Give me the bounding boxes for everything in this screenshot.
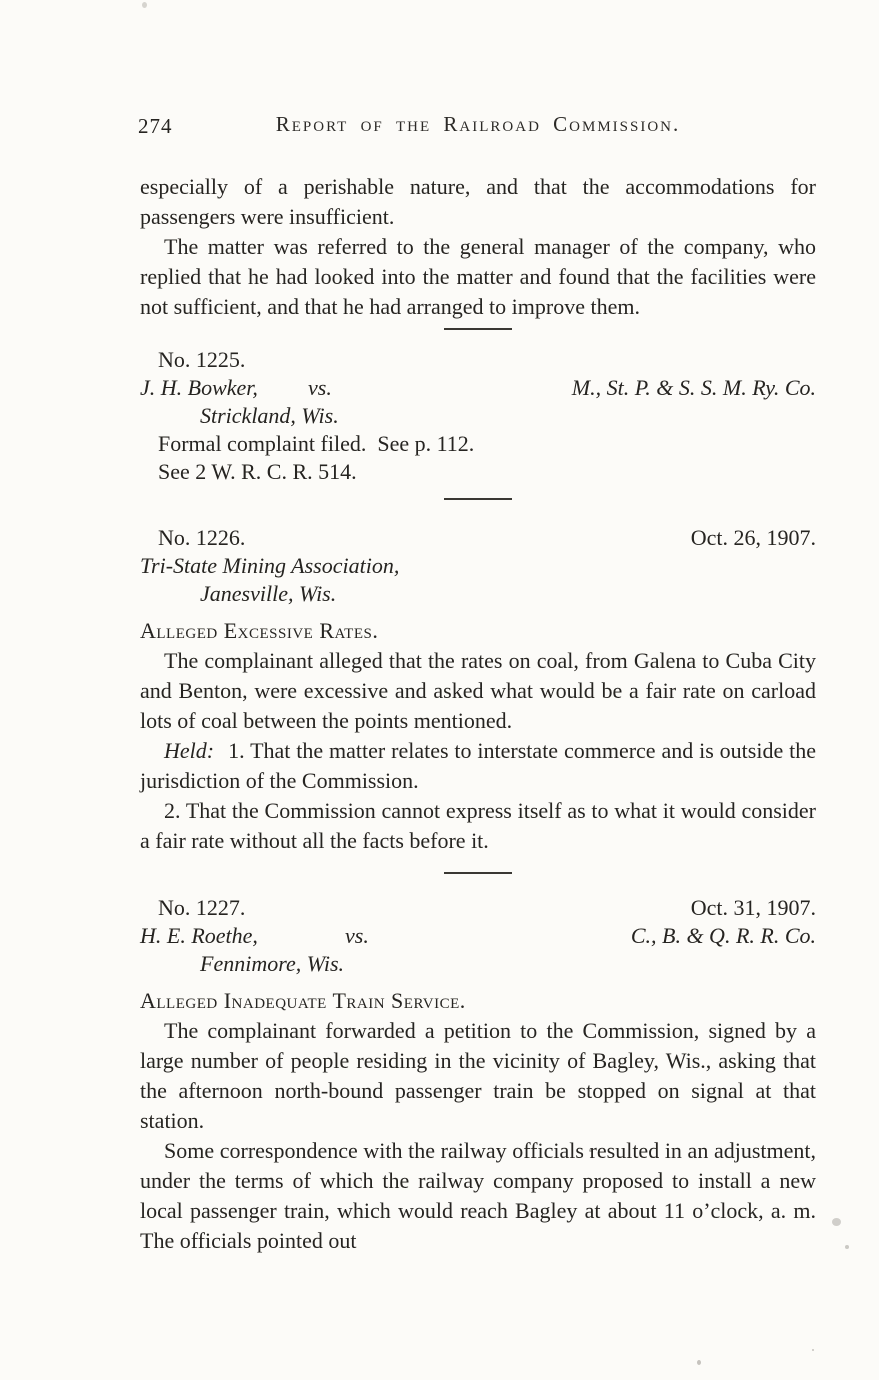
case-paragraph: The complainant forwarded a petition to the Commission, signed by a large number of people residing in the vicinity of Bagley, Wis., asking that the afternoon north-bound passenger train be stopped on signal at that station. [140,1018,816,1133]
case-number-row [140,894,816,922]
intro-section [140,172,816,322]
section-divider-rule [444,872,512,874]
case-number: No. 1226. [158,525,246,550]
respondent-name: C., B. & Q. R. R. Co. [630,923,816,948]
respondent-name: M., St. P. & S. S. M. Ry. Co. [571,375,816,400]
held-text: 1. That the matter relates to interstate commerce and is outside the jurisdiction of the Commission. [140,738,816,793]
case-heading: Alleged Excessive Rates. [140,618,379,643]
complainant-name: H. E. Roethe, [140,923,258,948]
running-title: Report of the Railroad Commission. [275,112,681,136]
case-date: Oct. 31, 1907. [690,895,816,920]
case-number: No. 1225. [158,347,246,372]
case-held-paragraph [140,736,816,796]
case-entry-1226 [140,524,816,856]
case-number-row [140,524,816,552]
vs-label: vs. [308,375,332,400]
case-caption-row [140,552,816,580]
case-number: No. 1227. [158,895,246,920]
case-note: Formal complaint filed. See p. 112. [158,431,475,456]
section-divider-rule [444,498,512,500]
complainant-location: Strickland, Wis. [200,403,339,428]
case-caption-row [140,374,816,402]
case-paragraph: Some correspondence with the railway officials resulted in an adjustment, under the terms of which the railway company proposed to install a new local passenger train, which would reach Bagley at about 11 o’clock, a. m. The officials pointed out [140,1138,816,1253]
held-label: Held: [164,738,215,763]
scan-speck [845,1245,849,1249]
case-heading: Alleged Inadequate Train Service. [140,988,466,1013]
case-paragraph: 2. That the Commission cannot express itself as to what it would consider a fair rate without all the facts before it. [140,798,816,853]
page-number: 274 [138,114,173,138]
case-entry-1225 [140,346,816,486]
case-number-row [140,346,816,374]
vs-label: vs. [345,923,369,948]
intro-paragraph: The matter was referred to the general manager of the company, who replied that he had looked into the matter and found that the facilities were not sufficient, and that he had arranged to improve them. [140,234,816,319]
page-content [140,112,816,1256]
scan-speck [697,1360,701,1365]
section-divider-rule [444,328,512,330]
scan-speck [832,1218,841,1226]
intro-continuation-paragraph: especially of a perishable nature, and that the accommodations for passengers were insufficient. [140,174,816,229]
complainant-location: Fennimore, Wis. [200,951,344,976]
scan-speck [142,2,147,8]
scan-speck [812,1349,814,1351]
complainant-name: J. H. Bowker, [140,375,258,400]
case-entry-1227 [140,894,816,1256]
case-caption-row [140,922,816,950]
case-date: Oct. 26, 1907. [690,525,816,550]
case-note: See 2 W. R. C. R. 514. [158,459,357,484]
case-paragraph: The complainant alleged that the rates on coal, from Galena to Cuba City and Benton, were excessive and asked what would be a fair rate on carload lots of coal between the points mentioned. [140,648,816,733]
complainant-name: Tri-State Mining Association, [140,553,400,578]
running-header [140,112,816,142]
complainant-location: Janesville, Wis. [200,581,337,606]
